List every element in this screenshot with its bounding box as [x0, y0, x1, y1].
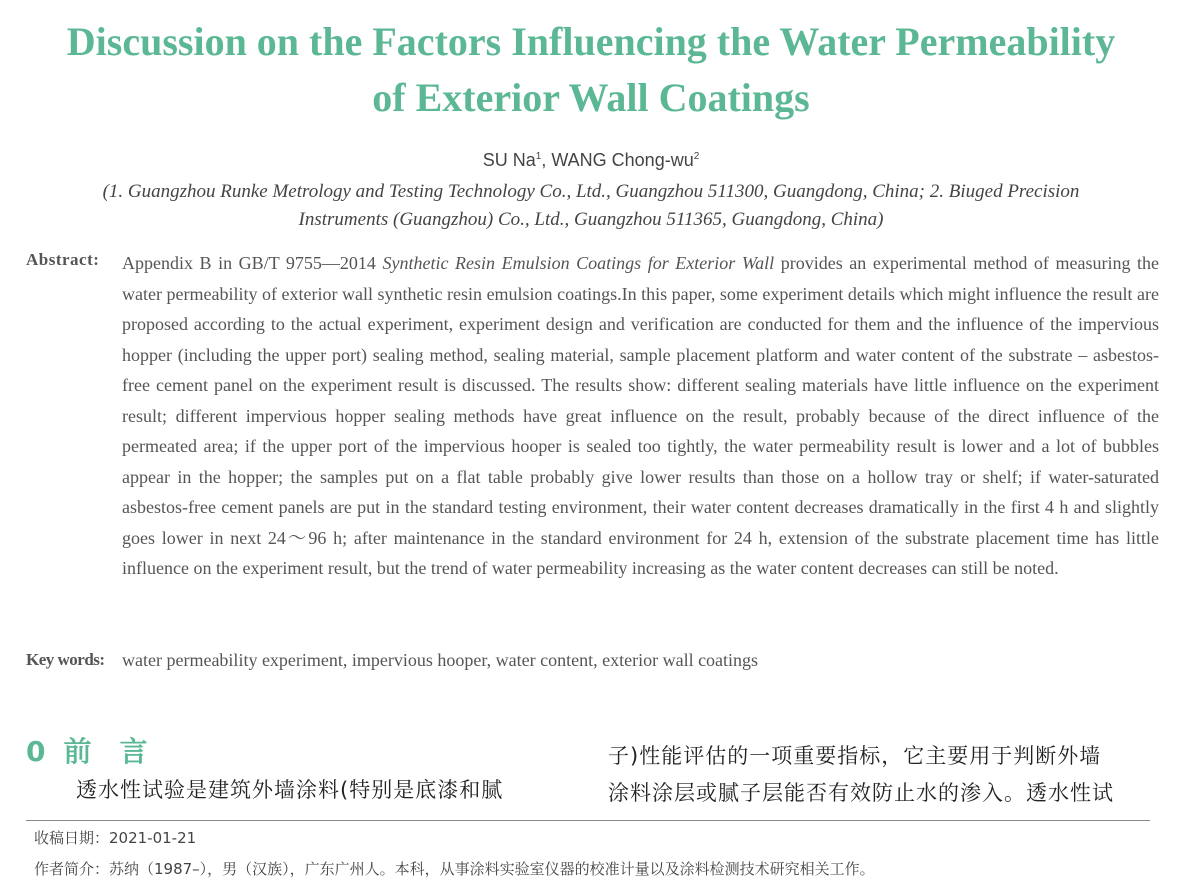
author-1: SU Na	[482, 150, 536, 170]
author-list	[0, 150, 1182, 171]
author-bio: 作者简介：苏纳（1987–），男（汉族），广东广州人。本科，从事涂料实验室仪器的校准计量以及涂料检测技术研究相关工作。	[34, 860, 875, 878]
keywords-text: water permeability experiment, impervious hooper, water content, exterior wall coatings	[122, 650, 759, 670]
abstract-standard-title: Synthetic Resin Emulsion Coatings for Exterior Wall	[382, 253, 775, 273]
abstract-body	[122, 248, 1159, 584]
footnote-divider	[26, 820, 1150, 821]
body-left-column: 透水性试验是建筑外墙涂料(特别是底漆和腻	[76, 778, 504, 802]
title-line-2: of Exterior Wall Coatings	[372, 75, 810, 120]
paper-title	[0, 14, 1182, 126]
body-right-line-2: 涂料涂层或腻子层能否有效防止水的渗入。透水性试	[608, 781, 1114, 805]
affiliation-line-2: Instruments (Guangzhou) Co., Ltd., Guangzhou 511365, Guangdong, China)	[298, 209, 884, 230]
section-heading	[26, 730, 148, 770]
received-date: 收稿日期：2021-01-21	[34, 829, 197, 847]
keywords-label: Key words:	[26, 650, 105, 669]
author-1-affil-mark: 1	[535, 151, 542, 162]
section-number: 0	[26, 735, 46, 768]
abstract-text: provides an experimental method of measuring the water permeability of exterior wall synthetic resin emulsion coatings.In this paper, some experiment details which might influence the result are proposed according to the actual experiment, experiment design and verification are conducted for them and the influence of the impervious hopper (including the upper port) sealing method, sealing material, sample placement platform and water content of the substrate – asbestos-free cement panel on the experiment result is discussed. The results show: different sealing materials have little influence on the experiment result; different impervious hopper sealing methods have great influence on the result, probably because of the direct influence of the permeated area; if the upper port of the impervious hooper is sealed too tightly, the water permeability result is lower and a lot of bubbles appear in the hopper; the samples put on a flat table probably give lower results than those on a hollow tray or shelf; if water-saturated asbestos-free cement panels are put in the standard testing environment, their water content decreases dramatically in the first 4 h and slightly goes lower in next 24～96 h; after maintenance in the standard environment for 24 h, extension of the substrate placement time has little influence on the experiment result, but the trend of water permeability increasing as the water content decreases can still be noted.	[122, 253, 1159, 578]
title-line-1: Discussion on the Factors Influencing the Water Permeability	[66, 19, 1116, 64]
author-2-affil-mark: 2	[693, 151, 700, 162]
author-separator: ,	[541, 150, 552, 170]
affiliations	[30, 178, 1152, 234]
body-right-column	[608, 738, 1168, 812]
abstract-lead: Appendix B in GB/T 9755—2014	[122, 253, 383, 273]
section-title: 前 言	[63, 735, 148, 768]
author-2: WANG Chong-wu	[551, 150, 694, 170]
abstract-label: Abstract:	[26, 250, 100, 269]
body-right-line-1: 子)性能评估的一项重要指标，它主要用于判断外墙	[608, 744, 1102, 768]
affiliation-line-1: (1. Guangzhou Runke Metrology and Testing Technology Co., Ltd., Guangzhou 511300, Guangdong, China; 2. Biuged Precision	[102, 181, 1080, 202]
